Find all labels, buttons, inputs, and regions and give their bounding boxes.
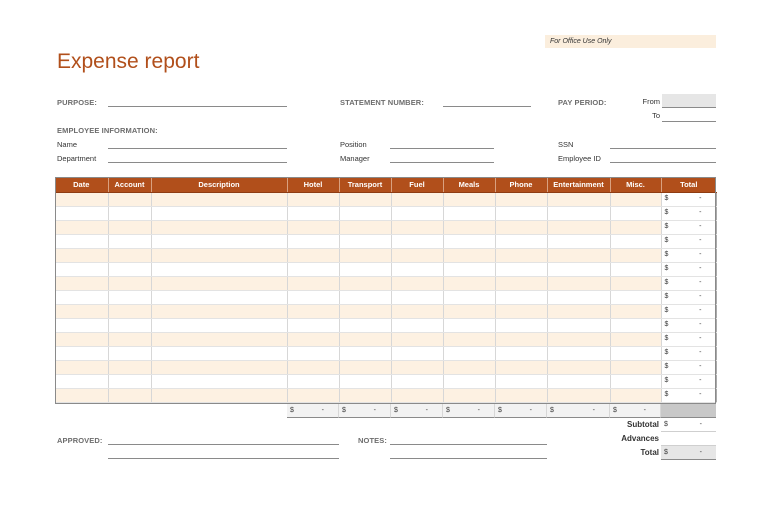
cell-hotel[interactable] xyxy=(287,221,339,235)
expense-table xyxy=(55,177,717,403)
cell-entertainment[interactable] xyxy=(547,389,610,403)
sum-currency: $ xyxy=(613,407,617,414)
cell-description[interactable] xyxy=(151,207,287,221)
cell-date[interactable] xyxy=(55,235,108,249)
table-row xyxy=(55,375,716,389)
table-row xyxy=(55,361,716,375)
cell-entertainment[interactable] xyxy=(547,305,610,319)
row-total-amount: - xyxy=(699,321,702,328)
row-total-amount: - xyxy=(699,209,702,216)
manager-field[interactable] xyxy=(390,162,494,163)
total-amount: - xyxy=(699,449,702,456)
employee-info-heading: EMPLOYEE INFORMATION: xyxy=(57,126,158,135)
row-total-currency: $ xyxy=(664,377,669,384)
column-header-meals: Meals xyxy=(443,177,495,193)
row-total-amount: - xyxy=(699,335,702,342)
name-label: Name xyxy=(57,140,78,149)
sum-amount: - xyxy=(373,407,376,414)
cell-entertainment[interactable] xyxy=(547,319,610,333)
row-total-currency: $ xyxy=(664,349,669,356)
cell-account[interactable] xyxy=(108,389,151,403)
row-total-currency: $ xyxy=(664,293,669,300)
row-total-currency: $ xyxy=(664,279,669,286)
cell-transport[interactable] xyxy=(339,389,391,403)
sum-misc xyxy=(610,404,661,418)
cell-meals[interactable] xyxy=(443,333,495,347)
cell-meals[interactable] xyxy=(443,291,495,305)
table-row xyxy=(55,347,716,361)
cell-entertainment[interactable] xyxy=(547,333,610,347)
cell-account[interactable] xyxy=(108,249,151,263)
cell-description[interactable] xyxy=(151,221,287,235)
table-row xyxy=(55,305,716,319)
cell-date[interactable] xyxy=(55,319,108,333)
row-total-amount: - xyxy=(699,391,702,398)
cell-meals[interactable] xyxy=(443,375,495,389)
department-field[interactable] xyxy=(108,162,287,163)
advances-label: Advances xyxy=(621,434,659,443)
cell-date[interactable] xyxy=(55,375,108,389)
cell-total xyxy=(661,389,716,403)
cell-entertainment[interactable] xyxy=(547,193,610,207)
cell-account[interactable] xyxy=(108,277,151,291)
cell-hotel[interactable] xyxy=(287,319,339,333)
position-label: Position xyxy=(340,140,367,149)
cell-entertainment[interactable] xyxy=(547,361,610,375)
page-title: Expense report xyxy=(57,50,200,73)
total-value xyxy=(661,446,716,460)
sum-transport xyxy=(339,404,391,418)
row-total-amount: - xyxy=(699,265,702,272)
sum-amount: - xyxy=(477,407,480,414)
row-total-currency: $ xyxy=(664,195,669,202)
table-row xyxy=(55,207,716,221)
cell-total xyxy=(661,347,716,361)
cell-entertainment[interactable] xyxy=(547,221,610,235)
cell-total xyxy=(661,263,716,277)
cell-meals[interactable] xyxy=(443,249,495,263)
pay-period-to-field[interactable] xyxy=(662,121,716,122)
cell-fuel[interactable] xyxy=(391,347,443,361)
cell-date[interactable] xyxy=(55,249,108,263)
cell-hotel[interactable] xyxy=(287,249,339,263)
cell-transport[interactable] xyxy=(339,277,391,291)
cell-meals[interactable] xyxy=(443,221,495,235)
cell-meals[interactable] xyxy=(443,207,495,221)
row-total-amount: - xyxy=(699,349,702,356)
notes-field[interactable] xyxy=(390,444,547,445)
cell-phone[interactable] xyxy=(495,235,547,249)
cell-hotel[interactable] xyxy=(287,347,339,361)
cell-meals[interactable] xyxy=(443,361,495,375)
cell-misc[interactable] xyxy=(610,333,661,347)
cell-description[interactable] xyxy=(151,319,287,333)
cell-date[interactable] xyxy=(55,389,108,403)
approved-label: APPROVED: xyxy=(57,436,103,445)
cell-entertainment[interactable] xyxy=(547,263,610,277)
cell-description[interactable] xyxy=(151,333,287,347)
column-header-description: Description xyxy=(151,177,287,193)
cell-entertainment[interactable] xyxy=(547,291,610,305)
cell-misc[interactable] xyxy=(610,193,661,207)
sum-meals xyxy=(443,404,495,418)
table-row xyxy=(55,193,716,207)
sum-currency: $ xyxy=(342,407,346,414)
column-header-fuel: Fuel xyxy=(391,177,443,193)
cell-transport[interactable] xyxy=(339,347,391,361)
cell-hotel[interactable] xyxy=(287,305,339,319)
cell-phone[interactable] xyxy=(495,319,547,333)
cell-total xyxy=(661,193,716,207)
cell-meals[interactable] xyxy=(443,347,495,361)
cell-description[interactable] xyxy=(151,249,287,263)
sum-amount: - xyxy=(321,407,324,414)
table-row xyxy=(55,235,716,249)
cell-fuel[interactable] xyxy=(391,319,443,333)
cell-transport[interactable] xyxy=(339,263,391,277)
cell-account[interactable] xyxy=(108,291,151,305)
department-label: Department xyxy=(57,154,97,163)
row-total-currency: $ xyxy=(664,265,669,272)
cell-fuel[interactable] xyxy=(391,375,443,389)
ssn-field[interactable] xyxy=(610,148,716,149)
row-total-amount: - xyxy=(699,195,702,202)
cell-total xyxy=(661,249,716,263)
cell-misc[interactable] xyxy=(610,375,661,389)
table-row xyxy=(55,291,716,305)
row-total-currency: $ xyxy=(664,223,669,230)
cell-fuel[interactable] xyxy=(391,361,443,375)
sum-amount: - xyxy=(643,407,646,414)
cell-entertainment[interactable] xyxy=(547,235,610,249)
cell-entertainment[interactable] xyxy=(547,347,610,361)
cell-meals[interactable] xyxy=(443,263,495,277)
cell-hotel[interactable] xyxy=(287,207,339,221)
table-row xyxy=(55,249,716,263)
column-header-entertainment: Entertainment xyxy=(547,177,610,193)
advances-field[interactable] xyxy=(661,432,716,446)
cell-phone[interactable] xyxy=(495,305,547,319)
cell-account[interactable] xyxy=(108,305,151,319)
cell-entertainment[interactable] xyxy=(547,249,610,263)
cell-phone[interactable] xyxy=(495,193,547,207)
cell-total xyxy=(661,291,716,305)
pay-period-from-label: From xyxy=(642,97,660,106)
column-header-misc: Misc. xyxy=(610,177,661,193)
cell-total xyxy=(661,207,716,221)
cell-date[interactable] xyxy=(55,361,108,375)
cell-transport[interactable] xyxy=(339,333,391,347)
column-header-phone: Phone xyxy=(495,177,547,193)
row-total-amount: - xyxy=(699,251,702,258)
table-row xyxy=(55,263,716,277)
cell-phone[interactable] xyxy=(495,361,547,375)
cell-description[interactable] xyxy=(151,193,287,207)
employee-id-field[interactable] xyxy=(610,162,716,163)
total-label: Total xyxy=(640,448,659,457)
cell-phone[interactable] xyxy=(495,249,547,263)
sum-currency: $ xyxy=(550,407,554,414)
cell-account[interactable] xyxy=(108,347,151,361)
table-row xyxy=(55,221,716,235)
row-total-amount: - xyxy=(699,363,702,370)
cell-fuel[interactable] xyxy=(391,207,443,221)
statement-number-field[interactable] xyxy=(443,106,531,107)
cell-fuel[interactable] xyxy=(391,291,443,305)
cell-date[interactable] xyxy=(55,263,108,277)
cell-transport[interactable] xyxy=(339,319,391,333)
cell-total xyxy=(661,319,716,333)
cell-transport[interactable] xyxy=(339,375,391,389)
cell-meals[interactable] xyxy=(443,319,495,333)
cell-description[interactable] xyxy=(151,305,287,319)
cell-misc[interactable] xyxy=(610,249,661,263)
statement-number-label: STATEMENT NUMBER: xyxy=(340,98,424,107)
cell-account[interactable] xyxy=(108,319,151,333)
cell-fuel[interactable] xyxy=(391,221,443,235)
column-header-account: Account xyxy=(108,177,151,193)
cell-meals[interactable] xyxy=(443,389,495,403)
cell-transport[interactable] xyxy=(339,193,391,207)
cell-description[interactable] xyxy=(151,263,287,277)
cell-date[interactable] xyxy=(55,207,108,221)
cell-total xyxy=(661,305,716,319)
cell-date[interactable] xyxy=(55,333,108,347)
cell-phone[interactable] xyxy=(495,291,547,305)
purpose-label: PURPOSE: xyxy=(57,98,97,107)
row-total-currency: $ xyxy=(664,251,669,258)
purpose-field[interactable] xyxy=(108,106,287,107)
cell-phone[interactable] xyxy=(495,389,547,403)
cell-transport[interactable] xyxy=(339,235,391,249)
cell-account[interactable] xyxy=(108,263,151,277)
position-field[interactable] xyxy=(390,148,494,149)
sum-total-cell xyxy=(661,404,716,418)
employee-id-label: Employee ID xyxy=(558,154,601,163)
cell-date[interactable] xyxy=(55,347,108,361)
cell-date[interactable] xyxy=(55,193,108,207)
cell-fuel[interactable] xyxy=(391,263,443,277)
cell-total xyxy=(661,375,716,389)
cell-misc[interactable] xyxy=(610,347,661,361)
ssn-label: SSN xyxy=(558,140,574,149)
cell-phone[interactable] xyxy=(495,375,547,389)
cell-fuel[interactable] xyxy=(391,305,443,319)
cell-misc[interactable] xyxy=(610,207,661,221)
cell-account[interactable] xyxy=(108,207,151,221)
cell-phone[interactable] xyxy=(495,277,547,291)
cell-total xyxy=(661,333,716,347)
row-total-currency: $ xyxy=(664,391,669,398)
cell-date[interactable] xyxy=(55,277,108,291)
cell-hotel[interactable] xyxy=(287,389,339,403)
cell-misc[interactable] xyxy=(610,263,661,277)
row-total-currency: $ xyxy=(664,307,669,314)
notes-label: NOTES: xyxy=(358,436,387,445)
cell-fuel[interactable] xyxy=(391,235,443,249)
sum-entertainment xyxy=(547,404,610,418)
sum-phone xyxy=(495,404,547,418)
cell-total xyxy=(661,235,716,249)
column-header-total: Total xyxy=(661,177,716,193)
table-header-row xyxy=(55,177,716,193)
cell-description[interactable] xyxy=(151,235,287,249)
pay-period-to-label: To xyxy=(652,111,660,120)
subtotal-value xyxy=(661,418,716,432)
manager-label: Manager xyxy=(340,154,370,163)
row-total-currency: $ xyxy=(664,321,669,328)
cell-description[interactable] xyxy=(151,361,287,375)
sum-currency: $ xyxy=(498,407,502,414)
notes-field-line-2[interactable] xyxy=(390,458,547,459)
cell-phone[interactable] xyxy=(495,207,547,221)
sum-amount: - xyxy=(529,407,532,414)
office-use-banner: For Office Use Only xyxy=(545,35,716,48)
cell-entertainment[interactable] xyxy=(547,375,610,389)
cell-total xyxy=(661,361,716,375)
cell-hotel[interactable] xyxy=(287,263,339,277)
sum-currency: $ xyxy=(446,407,450,414)
subtotal-label: Subtotal xyxy=(627,420,659,429)
sum-amount: - xyxy=(592,407,595,414)
table-row xyxy=(55,277,716,291)
cell-phone[interactable] xyxy=(495,347,547,361)
cell-transport[interactable] xyxy=(339,207,391,221)
row-total-currency: $ xyxy=(664,237,669,244)
cell-entertainment[interactable] xyxy=(547,207,610,221)
cell-description[interactable] xyxy=(151,389,287,403)
cell-date[interactable] xyxy=(55,221,108,235)
table-row xyxy=(55,333,716,347)
sum-currency: $ xyxy=(394,407,398,414)
cell-meals[interactable] xyxy=(443,235,495,249)
cell-meals[interactable] xyxy=(443,305,495,319)
cell-transport[interactable] xyxy=(339,361,391,375)
cell-misc[interactable] xyxy=(610,319,661,333)
column-header-transport: Transport xyxy=(339,177,391,193)
name-field[interactable] xyxy=(108,148,287,149)
cell-hotel[interactable] xyxy=(287,193,339,207)
row-total-currency: $ xyxy=(664,209,669,216)
cell-description[interactable] xyxy=(151,277,287,291)
row-total-currency: $ xyxy=(664,335,669,342)
row-total-amount: - xyxy=(699,293,702,300)
cell-account[interactable] xyxy=(108,235,151,249)
cell-misc[interactable] xyxy=(610,361,661,375)
pay-period-from-field[interactable] xyxy=(662,94,716,108)
table-row xyxy=(55,389,716,403)
row-total-amount: - xyxy=(699,377,702,384)
cell-misc[interactable] xyxy=(610,235,661,249)
cell-account[interactable] xyxy=(108,221,151,235)
approved-field[interactable] xyxy=(108,444,339,445)
sum-fuel xyxy=(391,404,443,418)
cell-phone[interactable] xyxy=(495,333,547,347)
cell-account[interactable] xyxy=(108,361,151,375)
cell-meals[interactable] xyxy=(443,193,495,207)
total-currency: $ xyxy=(664,449,668,456)
row-total-amount: - xyxy=(699,307,702,314)
cell-total xyxy=(661,277,716,291)
cell-hotel[interactable] xyxy=(287,277,339,291)
cell-transport[interactable] xyxy=(339,305,391,319)
cell-account[interactable] xyxy=(108,333,151,347)
cell-description[interactable] xyxy=(151,375,287,389)
row-total-amount: - xyxy=(699,223,702,230)
cell-hotel[interactable] xyxy=(287,235,339,249)
sum-currency: $ xyxy=(290,407,294,414)
cell-misc[interactable] xyxy=(610,221,661,235)
cell-misc[interactable] xyxy=(610,389,661,403)
cell-date[interactable] xyxy=(55,305,108,319)
pay-period-label: PAY PERIOD: xyxy=(558,98,607,107)
cell-fuel[interactable] xyxy=(391,249,443,263)
cell-transport[interactable] xyxy=(339,221,391,235)
approved-field-line-2[interactable] xyxy=(108,458,339,459)
cell-misc[interactable] xyxy=(610,305,661,319)
row-total-amount: - xyxy=(699,237,702,244)
cell-account[interactable] xyxy=(108,375,151,389)
cell-hotel[interactable] xyxy=(287,361,339,375)
row-total-currency: $ xyxy=(664,363,669,370)
cell-transport[interactable] xyxy=(339,291,391,305)
cell-entertainment[interactable] xyxy=(547,277,610,291)
cell-phone[interactable] xyxy=(495,221,547,235)
cell-misc[interactable] xyxy=(610,291,661,305)
subtotal-amount: - xyxy=(699,421,702,428)
table-row xyxy=(55,319,716,333)
cell-fuel[interactable] xyxy=(391,333,443,347)
sum-hotel xyxy=(287,404,339,418)
cell-account[interactable] xyxy=(108,193,151,207)
cell-hotel[interactable] xyxy=(287,291,339,305)
cell-hotel[interactable] xyxy=(287,375,339,389)
cell-transport[interactable] xyxy=(339,249,391,263)
cell-misc[interactable] xyxy=(610,277,661,291)
cell-phone[interactable] xyxy=(495,263,547,277)
cell-total xyxy=(661,221,716,235)
column-header-date: Date xyxy=(55,177,108,193)
subtotal-currency: $ xyxy=(664,421,668,428)
column-header-hotel: Hotel xyxy=(287,177,339,193)
cell-hotel[interactable] xyxy=(287,333,339,347)
cell-fuel[interactable] xyxy=(391,277,443,291)
cell-description[interactable] xyxy=(151,347,287,361)
cell-meals[interactable] xyxy=(443,277,495,291)
cell-fuel[interactable] xyxy=(391,389,443,403)
sum-amount: - xyxy=(425,407,428,414)
row-total-amount: - xyxy=(699,279,702,286)
cell-description[interactable] xyxy=(151,291,287,305)
cell-date[interactable] xyxy=(55,291,108,305)
cell-fuel[interactable] xyxy=(391,193,443,207)
